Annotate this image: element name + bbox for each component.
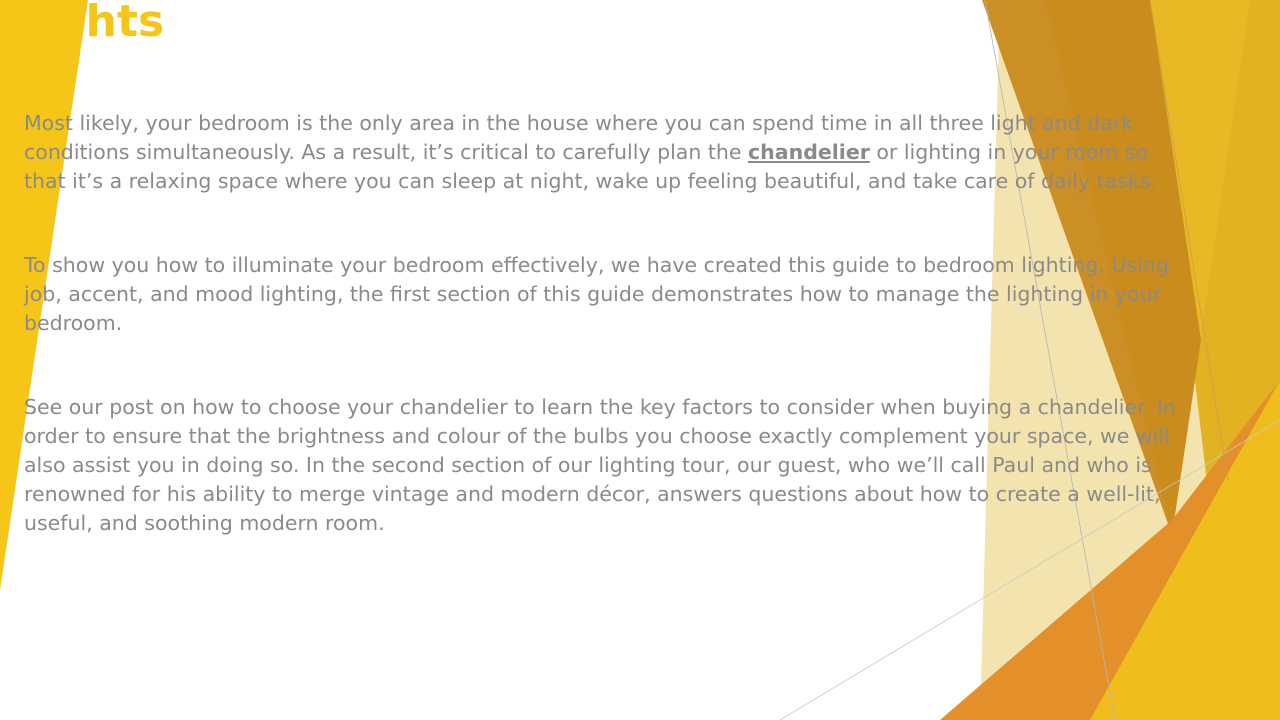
paragraph-chandelier-post bbox=[24, 393, 1244, 538]
paragraph-guide bbox=[24, 251, 1244, 338]
text-line: bedroom. bbox=[24, 311, 123, 335]
text-line bbox=[24, 138, 1244, 167]
chandelier-link[interactable]: chandelier bbox=[748, 140, 870, 164]
text-line: See our post on how to choose your chandelier to learn the key factors to consider when buying a chandelier. In bbox=[24, 395, 1176, 419]
text-line: renowned for his ability to merge vintage and modern décor, answers questions about how to create a well-lit, bbox=[24, 482, 1161, 506]
text-line: Most likely, your bedroom is the only area in the house where you can spend time in all three light and dark bbox=[24, 111, 1134, 135]
text-fragment: conditions simultaneously. As a result, it’s critical to carefully plan the bbox=[24, 140, 749, 164]
text-fragment: or lighting in your room so bbox=[869, 140, 1149, 164]
slide-content bbox=[24, 109, 1244, 538]
slide-title: lights bbox=[24, 0, 165, 47]
text-line: also assist you in doing so. In the second section of our lighting tour, our guest, who we’ll call Paul and who is bbox=[24, 453, 1152, 477]
text-line: job, accent, and mood lighting, the first section of this guide demonstrates how to manage the lighting in your bbox=[24, 282, 1161, 306]
paragraph-intro bbox=[24, 109, 1244, 196]
text-line: order to ensure that the brightness and colour of the bulbs you choose exactly complement your space, we will bbox=[24, 424, 1170, 448]
text-line: that it’s a relaxing space where you can sleep at night, wake up feeling beautiful, and take care of daily tasks. bbox=[24, 169, 1157, 193]
text-line: To show you how to illuminate your bedroom effectively, we have created this guide to bedroom lighting. Using bbox=[24, 253, 1169, 277]
text-line: useful, and soothing modern room. bbox=[24, 511, 385, 535]
